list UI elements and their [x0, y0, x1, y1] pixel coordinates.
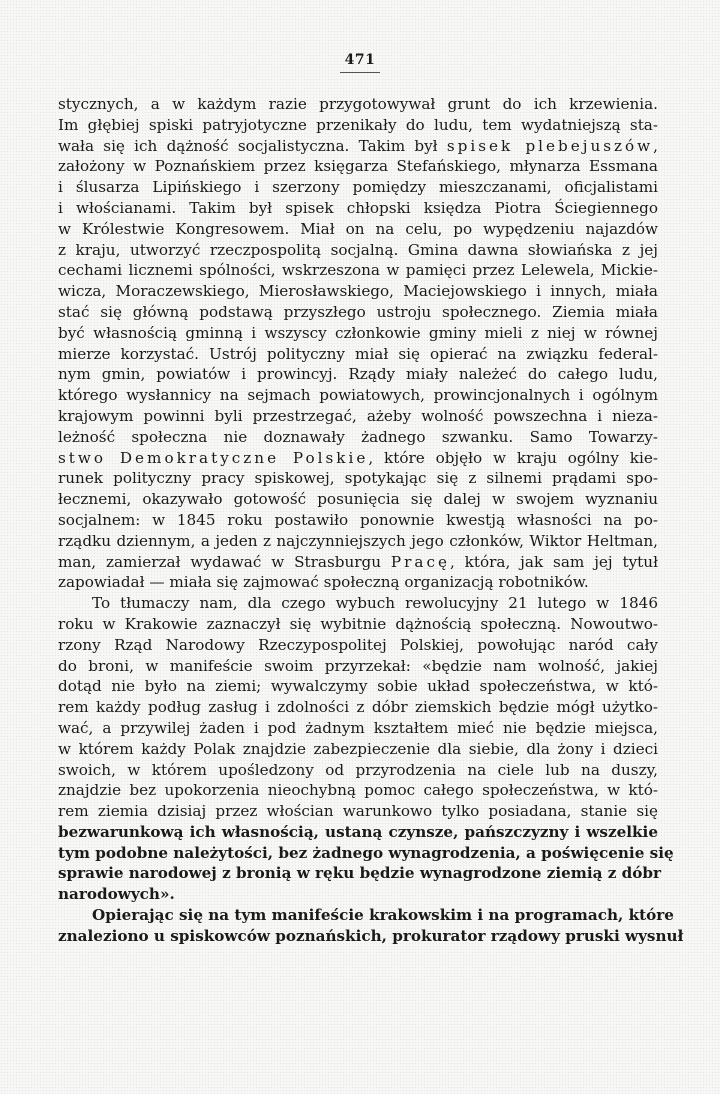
text-line: którego wysłannicy na sejmach powiatowych, prowincjonalnych i ogólnym [58, 386, 658, 405]
text-line: wać, a przywilej żaden i pod żadnym kształtem mieć nie będzie miejsca, [58, 718, 658, 737]
text-line: Opierając się na tym manifeście krakowskim i na programach, które [92, 906, 674, 925]
text-line: być własnością gminną i wszyscy członkowie gminy mieli z niej w równej [58, 323, 658, 342]
text-segment: man, zamierzał wydawać w Strasburgu [58, 552, 391, 571]
text-line: dotąd nie było na ziemi; wywalczymy sobie układ społeczeństwa, w któ- [58, 677, 658, 696]
spaced-emphasis: stwo Demokratyczne Polskie [58, 448, 369, 467]
text-line: zapowiadał — miała się zajmować społeczną organizacją robotników. [58, 573, 589, 592]
text-segment: wała się ich dążność socjalistyczna. Takim był [58, 136, 447, 155]
text-line: narodowych». [58, 885, 175, 904]
text-line: bezwarunkową ich własnością, ustaną czynsze, pańszczyzny i wszelkie [58, 822, 658, 841]
spaced-emphasis: spisek plebejuszów [446, 136, 654, 155]
text-line: wicza, Moraczewskiego, Mierosławskiego, Maciejowskiego i innych, miała [58, 282, 658, 301]
text-line: nym gmin, powiatów i prowincyj. Rządy miały należeć do całego ludu, [58, 365, 658, 384]
text-line [58, 136, 658, 157]
text-line: socjalnem: w 1845 roku postawiło ponownie kwestją własności na po- [58, 510, 658, 529]
body-text [58, 94, 684, 947]
text-segment: , [653, 136, 658, 155]
text-line: łecznemi, okazywało gotowość posunięcia się dalej w swojem wyznaniu [58, 490, 658, 509]
text-line: cechami licznemi spólności, wskrzeszona w pamięci przez Lelewela, Mickie- [58, 261, 658, 280]
text-line: To tłumaczy nam, dla czego wybuch rewolucyjny 21 lutego w 1846 [92, 594, 658, 613]
text-line: runek polityczny pracy spiskowej, spotykając się z silnemi prądami spo- [58, 469, 658, 488]
text-line: stycznych, a w każdym razie przygotowywał grunt do ich krzewienia. [58, 95, 658, 113]
text-line: i włościanami. Takim był spisek chłopski księdza Piotra Ściegiennego [58, 198, 658, 217]
text-line: do broni, w manifeście swoim przyrzekał: «będzie nam wolność, jakiej [58, 656, 658, 675]
text-line: rządku dziennym, a jeden z najczynniejszych jego członków, Wiktor Heltman, [58, 531, 658, 550]
spaced-emphasis: Pracę [390, 552, 450, 571]
text-line: leżność społeczna nie doznawały żadnego szwanku. Samo Towarzy- [58, 427, 658, 446]
text-line: stać się główną podstawą przyszłego ustroju społecznego. Ziemia miała [58, 302, 658, 321]
text-line: założony w Poznańskiem przez księgarza Stefańskiego, młynarza Essmana [58, 157, 658, 176]
text-line: i ślusarza Lipińskiego i szerzony pomiędzy mieszczanami, oficjalistami [58, 178, 658, 197]
text-line: rzony Rząd Narodowy Rzeczypospolitej Polskiej, powołując naród cały [58, 635, 658, 654]
text-line: swoich, w którem upośledzony od przyrodzenia na ciele lub na duszy, [58, 760, 658, 779]
page-number-rule [340, 72, 380, 73]
text-line: z kraju, utworzyć rzeczpospolitą socjalną. Gmina dawna słowiańska z jej [58, 240, 658, 259]
text-line: znajdzie bez upokorzenia nieochybną pomoc całego społeczeństwa, w któ- [58, 781, 658, 800]
text-line: roku w Krakowie zaznaczył się wybitnie dążnością społeczną. Nowoutwo- [58, 614, 658, 633]
text-line: rem każdy podług zasług i zdolności z dóbr ziemskich będzie mógł użytko- [58, 698, 658, 717]
text-line: krajowym powinni byli przestrzegać, ażeby wolność powszechna i nieza- [58, 406, 658, 425]
text-segment: , która, jak sam jej tytuł [449, 552, 658, 571]
text-line: w którem każdy Polak znajdzie zabezpieczenie dla siebie, dla żony i dzieci [58, 739, 658, 758]
text-line: w Królestwie Kongresowem. Miał on na celu, po wypędzeniu najazdów [58, 219, 658, 238]
text-line: tym podobne należytości, bez żadnego wynagrodzenia, a poświęcenie się [58, 843, 674, 862]
text-line: sprawie narodowej z bronią w ręku będzie wynagrodzone ziemią z dóbr [58, 864, 662, 883]
text-line: Im głębiej spiski patryjotyczne przenikały do ludu, tem wydatniejszą sta- [58, 115, 658, 134]
text-line: rem ziemia dzisiaj przez włościan warunkowo tylko posiadana, stanie się [58, 802, 658, 821]
page-number: 471 [344, 52, 376, 68]
text-line: mierze korzystać. Ustrój polityczny miał się opierać na związku federal- [58, 344, 658, 363]
text-line [58, 448, 658, 469]
text-line [58, 552, 658, 573]
text-line: znaleziono u spiskowców poznańskich, prokurator rządowy pruski wysnuł [58, 926, 684, 945]
text-segment: , które objęło w kraju ogólny kie- [368, 448, 658, 467]
